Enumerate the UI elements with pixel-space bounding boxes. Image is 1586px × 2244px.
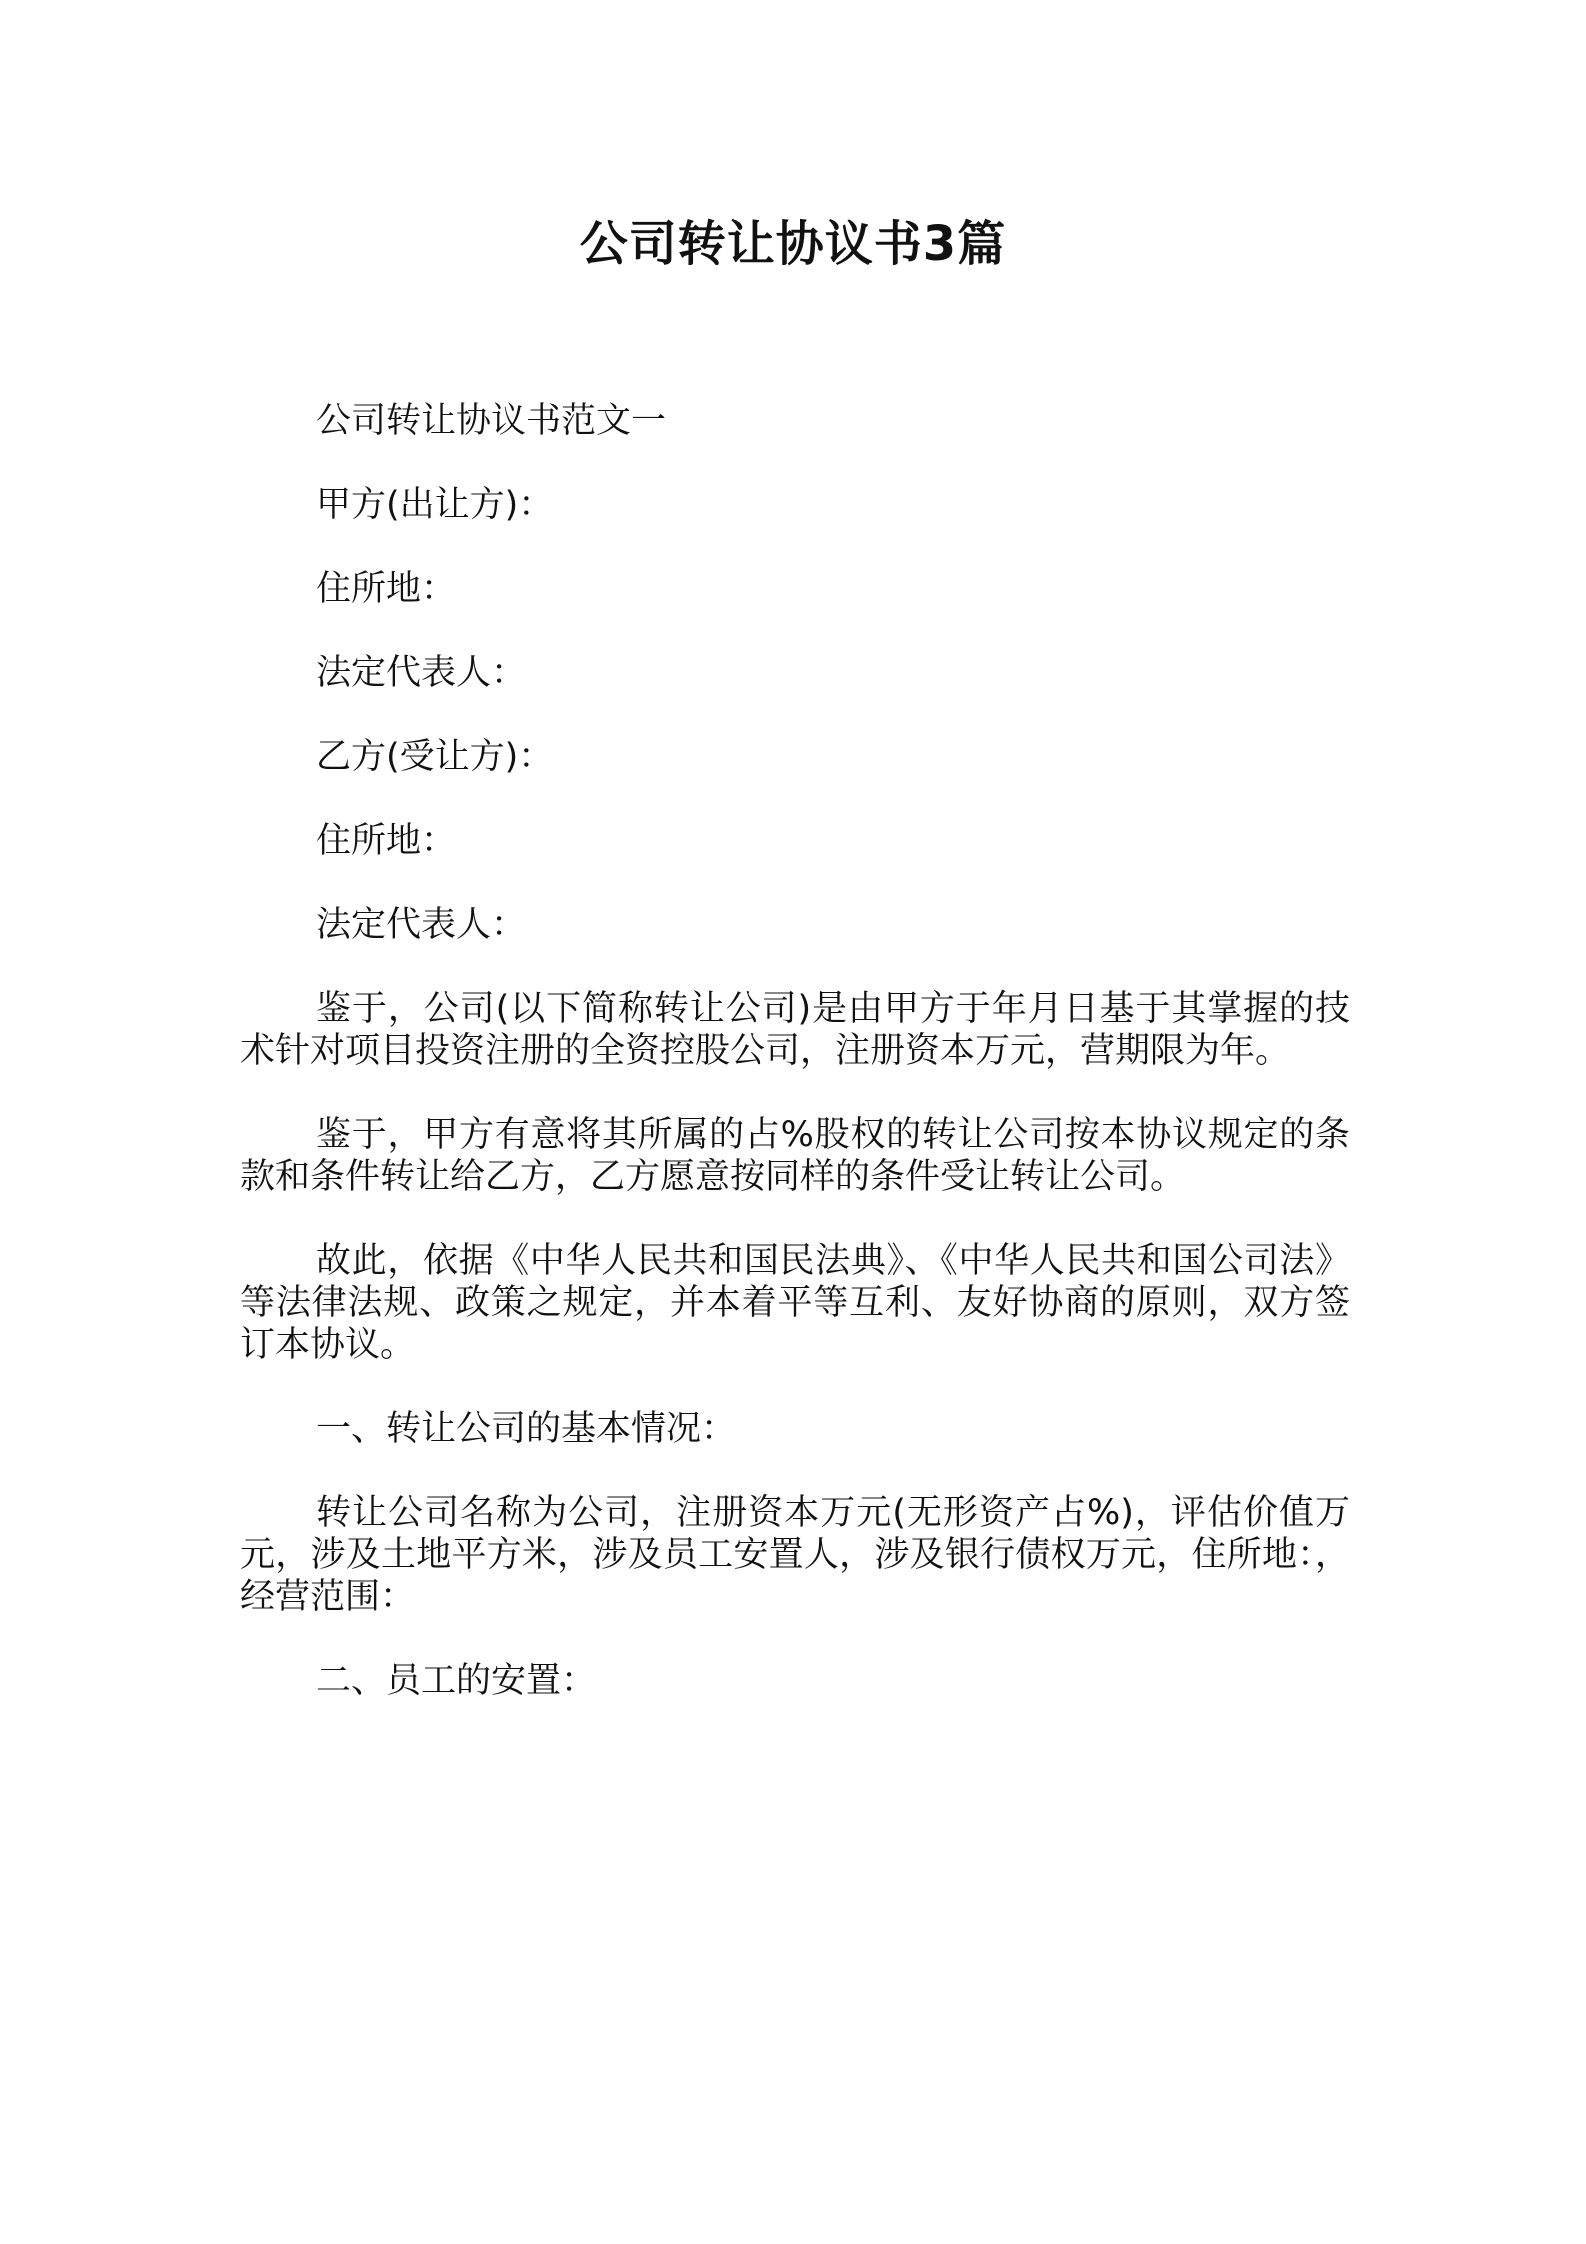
- clause-heading: 二、员工的安置：: [316, 1661, 597, 1701]
- clause-paragraph: 转让公司名称为公司，注册资本万元(无形资产占%)，评估价值万元，涉及土地平方米，涉及员工安置人，涉及银行债权万元，住所地：，经营范围：: [240, 1493, 1350, 1617]
- document-title: 公司转让协议书3篇: [579, 216, 1007, 272]
- section-heading: 公司转让协议书范文一: [316, 401, 667, 441]
- recital-paragraph: 鉴于，公司(以下简称转让公司)是由甲方于年月日基于其掌握的技术针对项目投资注册的全资控股公司，注册资本万元，营期限为年。: [240, 989, 1350, 1071]
- recital-paragraph: 故此，依据《中华人民共和国民法典》、《中华人民共和国公司法》等法律法规、政策之规定，并本着平等互利、友好协商的原则，双方签订本协议。: [240, 1241, 1350, 1365]
- party-a-label: 甲方(出让方)：: [316, 485, 554, 525]
- party-a-representative-label: 法定代表人：: [316, 653, 527, 693]
- party-a-address-label: 住所地：: [316, 569, 457, 609]
- recital-paragraph: 鉴于，甲方有意将其所属的占%股权的转让公司按本协议规定的条款和条件转让给乙方，乙方愿意按同样的条件受让转让公司。: [240, 1115, 1350, 1197]
- party-b-address-label: 住所地：: [316, 821, 457, 861]
- party-b-representative-label: 法定代表人：: [316, 905, 527, 945]
- clause-heading: 一、转让公司的基本情况：: [316, 1409, 737, 1449]
- party-b-label: 乙方(受让方)：: [316, 737, 554, 777]
- document-body: [240, 400, 1350, 1744]
